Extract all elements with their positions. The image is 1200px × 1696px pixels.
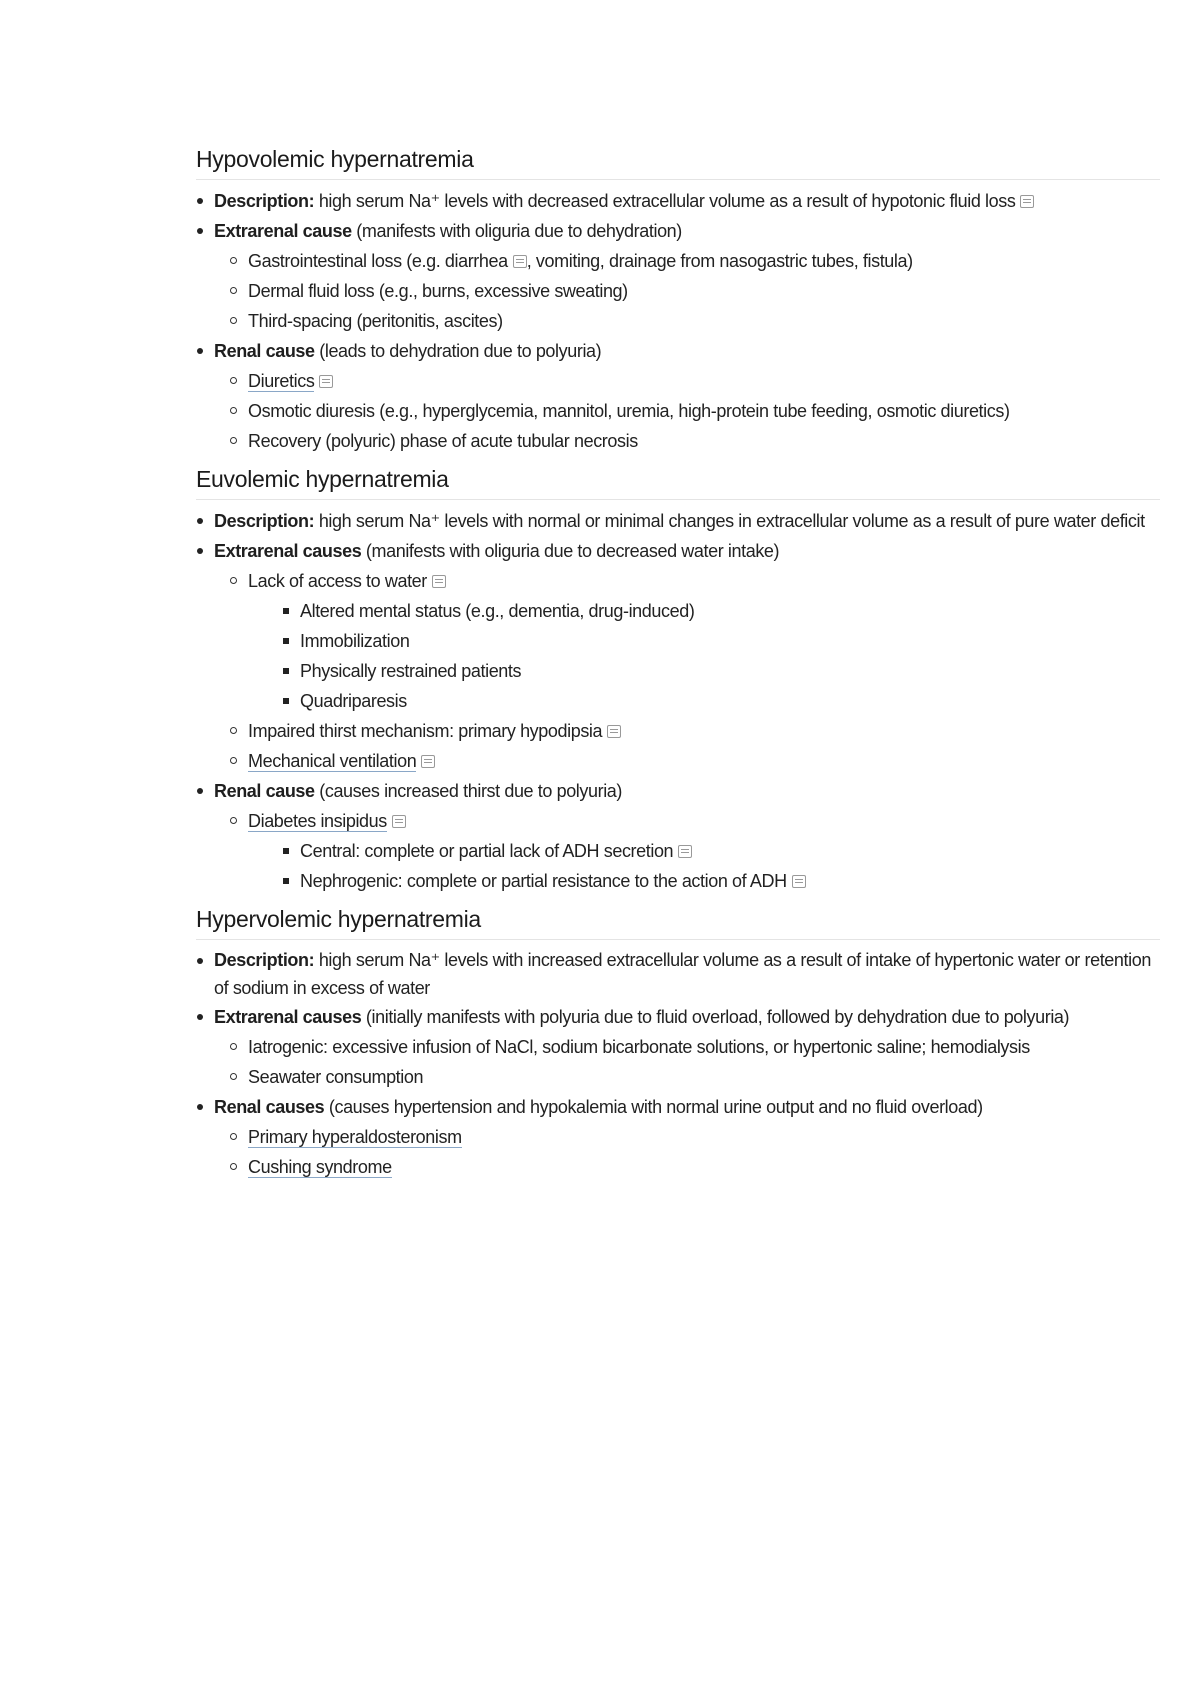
- list-item: [214, 1062, 1160, 1092]
- list-item: [248, 836, 1160, 866]
- renal-text: (causes hypertension and hypokalemia with normal urine output and no fluid overload): [324, 1097, 983, 1117]
- section-euvolemic: [196, 462, 1160, 896]
- list-item: [214, 276, 1160, 306]
- list-item-text: Central: complete or partial lack of ADH secretion: [300, 841, 674, 861]
- primary-hyperaldosteronism-link[interactable]: Primary hyperaldosteronism: [248, 1127, 462, 1147]
- list-item-text: , vomiting, drainage from nasogastric tubes, fistula): [526, 251, 913, 271]
- bullet-list: [196, 186, 1160, 456]
- section-hypervolemic: [196, 902, 1160, 1182]
- list-item: [214, 366, 1160, 396]
- sub-list: [214, 366, 1160, 456]
- note-icon[interactable]: [421, 755, 435, 768]
- description-text: high serum Na⁺ levels with normal or minimal changes in extracellular volume as a result of pure water deficit: [314, 511, 1145, 531]
- list-item: [214, 396, 1160, 426]
- note-icon[interactable]: [319, 375, 333, 388]
- sub-list: [214, 566, 1160, 776]
- list-item: [196, 506, 1160, 536]
- list-item-text: Immobilization: [300, 631, 410, 651]
- note-icon[interactable]: [792, 875, 806, 888]
- note-icon[interactable]: [513, 255, 527, 268]
- renal-label: Renal cause: [214, 341, 315, 361]
- diuretics-link[interactable]: Diuretics: [248, 371, 315, 391]
- list-item: [248, 686, 1160, 716]
- list-item: [196, 216, 1160, 336]
- list-item: [196, 776, 1160, 896]
- extrarenal-text: (manifests with oliguria due to dehydration): [351, 221, 682, 241]
- section-title: Hypovolemic hypernatremia: [196, 142, 1160, 180]
- list-item: [248, 626, 1160, 656]
- list-item-text: Third-spacing (peritonitis, ascites): [248, 311, 503, 331]
- bullet-list: [196, 946, 1160, 1182]
- extrarenal-label: Extrarenal causes: [214, 541, 362, 561]
- list-item: [214, 1152, 1160, 1182]
- list-item-text: Osmotic diuresis (e.g., hyperglycemia, mannitol, uremia, high-protein tube feeding, osmotic diuretics): [248, 401, 1010, 421]
- description-text: high serum Na⁺ levels with increased extracellular volume as a result of intake of hypertonic water or retention of sodium in excess of water: [214, 950, 1151, 998]
- note-icon[interactable]: [432, 575, 446, 588]
- list-item-text: Impaired thirst mechanism: primary hypodipsia: [248, 721, 603, 741]
- list-item: [214, 426, 1160, 456]
- article-content: [196, 142, 1160, 1188]
- list-item: [214, 716, 1160, 746]
- list-item: [248, 656, 1160, 686]
- list-item-text: Physically restrained patients: [300, 661, 522, 681]
- list-item-text: Iatrogenic: excessive infusion of NaCl, sodium bicarbonate solutions, or hypertonic saline; hemodialysis: [248, 1037, 1030, 1057]
- list-item: [196, 946, 1160, 1002]
- list-item: [214, 566, 1160, 716]
- description-label: Description:: [214, 191, 315, 211]
- extrarenal-text: (manifests with oliguria due to decreased water intake): [361, 541, 780, 561]
- extrarenal-text: (initially manifests with polyuria due to fluid overload, followed by dehydration due to polyuria): [361, 1007, 1070, 1027]
- note-icon[interactable]: [392, 815, 406, 828]
- note-icon[interactable]: [607, 725, 621, 738]
- list-item: [248, 596, 1160, 626]
- description-label: Description:: [214, 511, 315, 531]
- note-icon[interactable]: [678, 845, 692, 858]
- list-item-text: Altered mental status (e.g., dementia, drug-induced): [300, 601, 695, 621]
- section-title: Hypervolemic hypernatremia: [196, 902, 1160, 940]
- section-title: Euvolemic hypernatremia: [196, 462, 1160, 500]
- extrarenal-label: Extrarenal causes: [214, 1007, 362, 1027]
- list-item-text: Quadriparesis: [300, 691, 407, 711]
- sub-list: [214, 1122, 1160, 1182]
- list-item: [214, 306, 1160, 336]
- list-item: [196, 1092, 1160, 1182]
- list-item: [214, 1122, 1160, 1152]
- list-item: [248, 866, 1160, 896]
- list-item-text: Dermal fluid loss (e.g., burns, excessive sweating): [248, 281, 628, 301]
- diabetes-insipidus-link[interactable]: Diabetes insipidus: [248, 811, 387, 831]
- renal-text: (leads to dehydration due to polyuria): [314, 341, 602, 361]
- sub-list: [214, 1032, 1160, 1092]
- extrarenal-label: Extrarenal cause: [214, 221, 352, 241]
- description-label: Description:: [214, 950, 315, 970]
- renal-label: Renal causes: [214, 1097, 325, 1117]
- list-item: [214, 806, 1160, 896]
- sub-sub-list: [248, 596, 1160, 716]
- bullet-list: [196, 506, 1160, 896]
- list-item: [214, 1032, 1160, 1062]
- sub-list: [214, 246, 1160, 336]
- list-item-text: Recovery (polyuric) phase of acute tubular necrosis: [248, 431, 638, 451]
- sub-sub-list: [248, 836, 1160, 896]
- description-text: high serum Na⁺ levels with decreased extracellular volume as a result of hypotonic fluid loss: [314, 191, 1016, 211]
- list-item: [196, 186, 1160, 216]
- note-icon[interactable]: [1020, 195, 1034, 208]
- cushing-syndrome-link[interactable]: Cushing syndrome: [248, 1157, 392, 1177]
- renal-text: (causes increased thirst due to polyuria): [314, 781, 623, 801]
- list-item-text: Nephrogenic: complete or partial resistance to the action of ADH: [300, 871, 787, 891]
- list-item: [196, 336, 1160, 456]
- mechanical-ventilation-link[interactable]: Mechanical ventilation: [248, 751, 417, 771]
- list-item: [214, 746, 1160, 776]
- list-item: [196, 536, 1160, 776]
- section-hypovolemic: [196, 142, 1160, 456]
- list-item-text: Gastrointestinal loss (e.g. diarrhea: [248, 251, 508, 271]
- list-item-text: Seawater consumption: [248, 1067, 424, 1087]
- sub-list: [214, 806, 1160, 896]
- list-item: [214, 246, 1160, 276]
- list-item-text: Lack of access to water: [248, 571, 427, 591]
- renal-label: Renal cause: [214, 781, 315, 801]
- list-item: [196, 1002, 1160, 1092]
